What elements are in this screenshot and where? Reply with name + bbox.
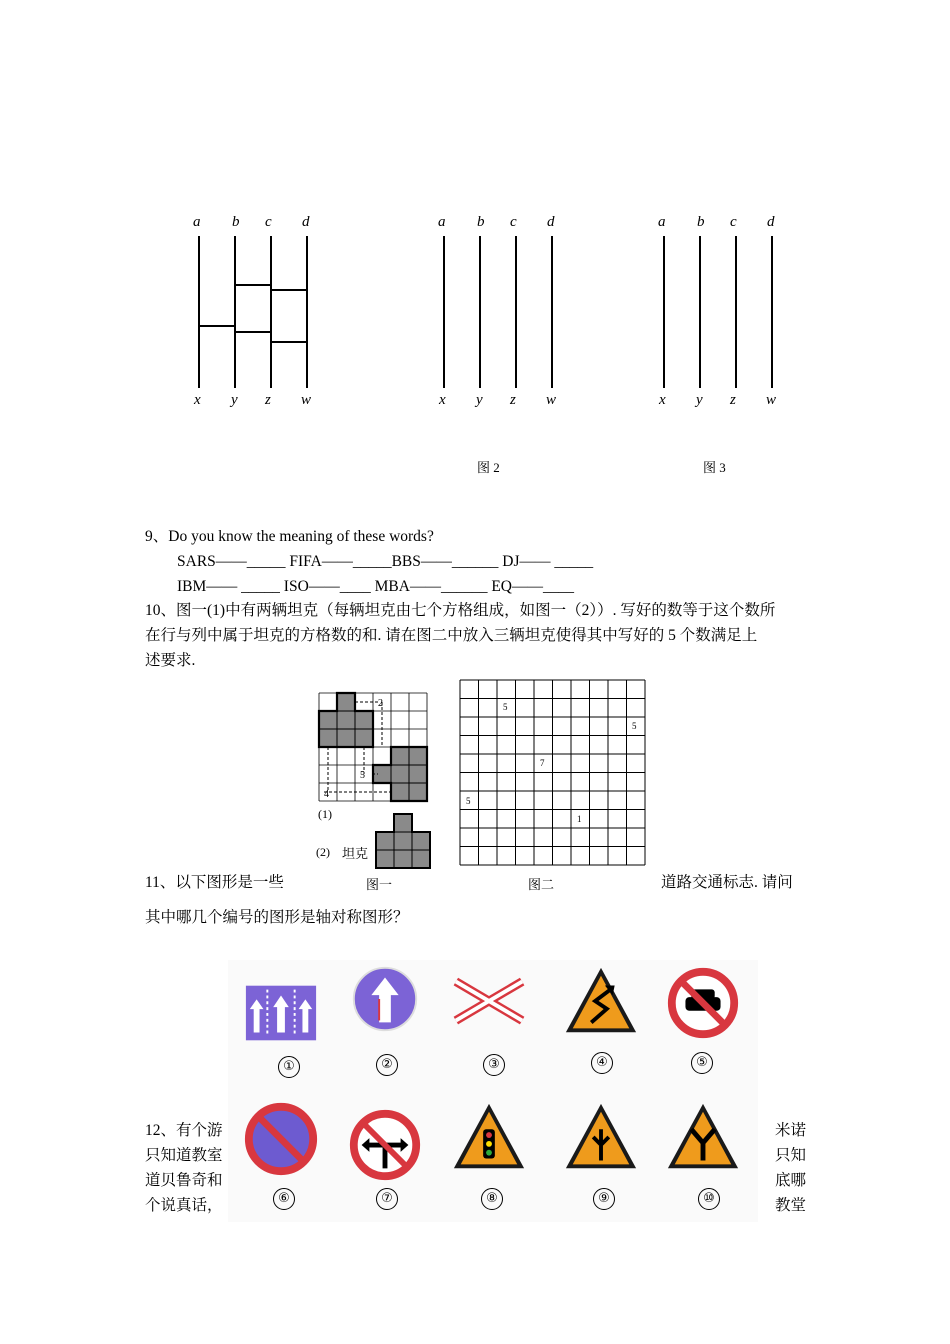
- label-y: y: [696, 392, 703, 408]
- label-a: a: [193, 214, 201, 230]
- label-c: c: [265, 214, 272, 230]
- no-left-right-turn-sign-icon: [346, 1106, 424, 1184]
- label-z: z: [510, 392, 516, 408]
- fig1-caption: 图一: [366, 877, 393, 892]
- sign-number-6: ⑥: [273, 1188, 295, 1210]
- q9-line-1: SARS——_____ FIFA——_____BBS——______ DJ—— _____: [177, 553, 594, 570]
- q10-line-1: 10、图一(1)中有两辆坦克（每辆坦克由七个方格组成，如图一（2））. 写好的数等于这个数所: [145, 602, 776, 619]
- no-cars-sign-icon: [664, 964, 742, 1042]
- label-z: z: [265, 392, 271, 408]
- sign-number-1: ①: [278, 1056, 300, 1078]
- q12-line-4-right: 教堂: [775, 1197, 807, 1214]
- figure-caption: 图 2: [477, 460, 500, 475]
- q11-line-1-left: 11、以下图形是一些: [145, 874, 284, 891]
- q12-line-1-left: 12、有个游: [145, 1122, 223, 1139]
- grid-number: 2: [378, 698, 383, 709]
- grid-number: 5: [466, 796, 471, 806]
- label-w: w: [766, 392, 777, 408]
- traffic-signs-image: [228, 960, 758, 1222]
- q9-line-2: IBM—— _____ ISO——____ MBA——______ EQ——____: [177, 578, 574, 595]
- sign-number-3: ③: [483, 1054, 505, 1076]
- q10-line-2: 在行与列中属于坦克的方格数的和. 请在图二中放入三辆坦克使得其中写好的 5 个数满足上: [145, 627, 758, 644]
- label-c: c: [730, 214, 737, 230]
- sign-number-7: ⑦: [376, 1188, 398, 1210]
- label-w: w: [546, 392, 557, 408]
- label-y: y: [231, 392, 238, 408]
- label-b: b: [232, 214, 240, 230]
- fig2-caption: 图二: [528, 877, 555, 892]
- sign-number-10: ⑩: [698, 1188, 720, 1210]
- label-y: y: [476, 392, 483, 408]
- grid-number: 5: [503, 702, 508, 712]
- railway-crossing-sign-icon: [450, 964, 528, 1042]
- q12-line-2-right: 只知: [775, 1147, 807, 1164]
- label-w: w: [301, 392, 312, 408]
- y-junction-sign-icon: [664, 1100, 742, 1178]
- figure-2-empty-grid: [458, 678, 648, 868]
- winding-road-sign-icon: [562, 964, 640, 1042]
- straight-ahead-sign-icon: [346, 960, 424, 1038]
- q11-line-1-right: 道路交通标志. 请问: [661, 874, 793, 891]
- q12-line-1-right: 米诺: [775, 1122, 807, 1139]
- sign-number-8: ⑧: [481, 1188, 503, 1210]
- sign-number-4: ④: [591, 1052, 613, 1074]
- q10-line-3: 述要求.: [145, 652, 196, 669]
- label-x: x: [659, 392, 666, 408]
- q12-line-4-left: 个说真话，: [145, 1197, 223, 1214]
- label-z: z: [730, 392, 736, 408]
- label-b: b: [477, 214, 485, 230]
- q12-line-3-right: 底哪: [775, 1172, 807, 1189]
- q12-line-2-left: 只知道教室: [145, 1147, 223, 1164]
- fig1-tank-label: 坦克: [342, 846, 369, 861]
- grid-number: 7: [540, 758, 545, 768]
- label-d: d: [547, 214, 555, 230]
- lane-direction-sign-icon: [242, 974, 320, 1052]
- label-d: d: [767, 214, 775, 230]
- figure-caption: 图 3: [703, 460, 726, 475]
- grid-number: 4: [324, 789, 329, 800]
- label-a: a: [658, 214, 666, 230]
- label-b: b: [697, 214, 705, 230]
- label-x: x: [194, 392, 201, 408]
- figure-1-tank-grid: [310, 686, 440, 886]
- no-parking-sign-icon: [242, 1100, 320, 1178]
- sign-number-2: ②: [376, 1054, 398, 1076]
- q9-title: 9、Do you know the meaning of these words?: [145, 528, 434, 545]
- grid-number: 5: [360, 770, 365, 781]
- label-a: a: [438, 214, 446, 230]
- grid-number: 1: [577, 814, 582, 824]
- traffic-light-warning-sign-icon: [450, 1100, 528, 1178]
- label-c: c: [510, 214, 517, 230]
- q11-line-2: 其中哪几个编号的图形是轴对称图形？: [145, 909, 409, 926]
- q12-line-3-left: 道贝鲁奇和: [145, 1172, 223, 1189]
- grid-number: 5: [632, 721, 637, 731]
- sign-number-5: ⑤: [691, 1052, 713, 1074]
- sign-number-9: ⑨: [593, 1188, 615, 1210]
- label-d: d: [302, 214, 310, 230]
- road-merge-sign-icon: [562, 1100, 640, 1178]
- fig1-label-1: (1): [318, 807, 332, 821]
- label-x: x: [439, 392, 446, 408]
- fig1-label-2: (2): [316, 845, 330, 859]
